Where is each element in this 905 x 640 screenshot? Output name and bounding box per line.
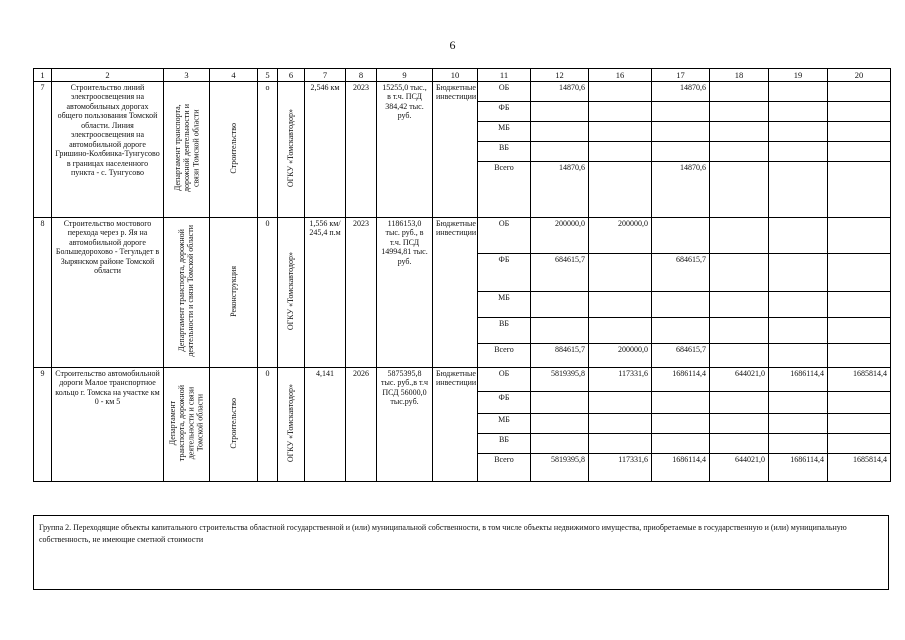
- amount-c17: [652, 434, 710, 454]
- amount-c19: [769, 318, 828, 344]
- amount-c20: [828, 162, 891, 218]
- responsible-department: [164, 368, 210, 482]
- capacity: 4,141: [305, 368, 346, 482]
- amount-c19: [769, 102, 828, 122]
- funding-source: ВБ: [478, 318, 531, 344]
- amount-c20: [828, 318, 891, 344]
- work-type: [210, 368, 258, 482]
- amount-c19: [769, 392, 828, 414]
- amount-c12: 684615,7: [531, 254, 589, 292]
- amount-c17: [652, 318, 710, 344]
- amount-c12: [531, 318, 589, 344]
- amount-c18: [710, 344, 769, 368]
- funding-source: ОБ: [478, 82, 531, 102]
- column-number: 3: [164, 69, 210, 82]
- customer: [278, 82, 305, 218]
- amount-c19: 1686114,4: [769, 368, 828, 392]
- amount-c18: [710, 434, 769, 454]
- column-number: 5: [258, 69, 278, 82]
- column-number-header: [34, 69, 891, 82]
- amount-c17: [652, 218, 710, 254]
- amount-c12: [531, 434, 589, 454]
- amount-c19: [769, 292, 828, 318]
- funding-source: ФБ: [478, 254, 531, 292]
- amount-c16: [589, 414, 652, 434]
- amount-c20: 1685814,4: [828, 368, 891, 392]
- completion-year: 2026: [346, 368, 377, 482]
- amount-c20: [828, 122, 891, 142]
- amount-c16: [589, 142, 652, 162]
- customer: [278, 218, 305, 368]
- amount-c12: [531, 292, 589, 318]
- amount-c19: [769, 434, 828, 454]
- amount-c19: [769, 414, 828, 434]
- column-number: 9: [377, 69, 433, 82]
- funding-source: ФБ: [478, 102, 531, 122]
- amount-c16: [589, 82, 652, 102]
- object-row: [34, 218, 891, 254]
- object-number: 8: [34, 218, 52, 368]
- customer: [278, 368, 305, 482]
- object-row: [34, 368, 891, 392]
- column-number: 16: [589, 69, 652, 82]
- amount-c20: [828, 254, 891, 292]
- responsible-department: [164, 218, 210, 368]
- amount-c18: [710, 318, 769, 344]
- amount-c12: [531, 414, 589, 434]
- amount-c18: [710, 102, 769, 122]
- column-number: 18: [710, 69, 769, 82]
- amount-c19: [769, 254, 828, 292]
- column-number: 8: [346, 69, 377, 82]
- object-type-code: о: [258, 82, 278, 218]
- funding-source: Всего: [478, 454, 531, 482]
- amount-c18: [710, 82, 769, 102]
- funding-source: МБ: [478, 414, 531, 434]
- amount-c16: [589, 122, 652, 142]
- amount-c16: 200000,0: [589, 344, 652, 368]
- amount-c17: [652, 142, 710, 162]
- work-type: [210, 82, 258, 218]
- investment-objects-table: [33, 68, 891, 482]
- column-number: 2: [52, 69, 164, 82]
- amount-c12: [531, 102, 589, 122]
- amount-c20: [828, 392, 891, 414]
- amount-c18: [710, 414, 769, 434]
- column-number: 6: [278, 69, 305, 82]
- amount-c18: [710, 142, 769, 162]
- object-row: [34, 82, 891, 102]
- amount-c12: [531, 392, 589, 414]
- amount-c20: [828, 414, 891, 434]
- object-name: Строительство линий электроосвещения на автомобильных дорогах общего пользования Томской области. Линия электроосвещения на автомобильной дороге Гришино-Колбинка-Тунгусово в границах населенного пункта - с. Тунгусово: [52, 82, 164, 218]
- funding-type: Бюджетные инвестиции: [433, 82, 478, 218]
- amount-c17: [652, 292, 710, 318]
- responsible-department-text: Департамент транспорта, дорожной деятельности и связи Томской области: [168, 385, 205, 462]
- customer-text: ОГКУ «Томскавтодор»: [286, 384, 296, 463]
- amount-c20: [828, 434, 891, 454]
- funding-type: Бюджетные инвестиции: [433, 368, 478, 482]
- amount-c12: 884615,7: [531, 344, 589, 368]
- column-number: 20: [828, 69, 891, 82]
- amount-c20: [828, 82, 891, 102]
- amount-c18: 644021,0: [710, 368, 769, 392]
- amount-c12: 5819395,8: [531, 454, 589, 482]
- amount-c16: 200000,0: [589, 218, 652, 254]
- amount-c12: 5819395,8: [531, 368, 589, 392]
- object-name: Строительство мостового перехода через р. Яя на автомобильной дороге Большедорохово - Тегульдет в Зырянском районе Томской области: [52, 218, 164, 368]
- estimated-cost: 5875395,8 тыс. руб.,в т.ч ПСД 56000,0 тыс.руб.: [377, 368, 433, 482]
- responsible-department: [164, 82, 210, 218]
- funding-source: МБ: [478, 122, 531, 142]
- amount-c16: [589, 392, 652, 414]
- amount-c16: 117331,6: [589, 454, 652, 482]
- amount-c17: 684615,7: [652, 344, 710, 368]
- amount-c12: 14870,6: [531, 162, 589, 218]
- amount-c20: [828, 218, 891, 254]
- page-number: 6: [449, 38, 456, 52]
- customer-text: ОГКУ «Томскавтодор»: [286, 252, 296, 331]
- amount-c19: [769, 122, 828, 142]
- amount-c18: [710, 122, 769, 142]
- amount-c17: [652, 414, 710, 434]
- work-type-text: Реконструкция: [228, 265, 238, 317]
- amount-c18: [710, 292, 769, 318]
- completion-year: 2023: [346, 218, 377, 368]
- amount-c17: 684615,7: [652, 254, 710, 292]
- amount-c17: 14870,6: [652, 82, 710, 102]
- capacity: 1,556 км/ 245,4 п.м: [305, 218, 346, 368]
- amount-c18: 644021,0: [710, 454, 769, 482]
- amount-c17: [652, 102, 710, 122]
- amount-c20: [828, 344, 891, 368]
- amount-c18: [710, 254, 769, 292]
- amount-c19: [769, 162, 828, 218]
- object-type-code: 0: [258, 218, 278, 368]
- funding-source: ОБ: [478, 218, 531, 254]
- amount-c16: [589, 292, 652, 318]
- amount-c17: [652, 122, 710, 142]
- funding-source: ВБ: [478, 434, 531, 454]
- funding-source: Всего: [478, 162, 531, 218]
- amount-c19: [769, 142, 828, 162]
- amount-c20: [828, 142, 891, 162]
- amount-c17: 1686114,4: [652, 368, 710, 392]
- amount-c16: 117331,6: [589, 368, 652, 392]
- amount-c17: [652, 392, 710, 414]
- amount-c20: [828, 292, 891, 318]
- funding-source: МБ: [478, 292, 531, 318]
- responsible-department-text: Департамент транспорта, дорожной деятельности и связи Томской области: [172, 104, 201, 193]
- column-number: 19: [769, 69, 828, 82]
- object-name: Строительство автомобильной дороги Малое транспортное кольцо г. Томска на участке км 0 - км 5: [52, 368, 164, 482]
- column-number: 7: [305, 69, 346, 82]
- amount-c12: 14870,6: [531, 82, 589, 102]
- group-note: Группа 2. Переходящие объекты капитального строительства областной государственной и (или) муниципальной собственности, в том числе объекты недвижимого имущества, приобретаемые в государственную и (или) муниципальную собственность, не имеющие сметной стоимости: [33, 515, 889, 590]
- completion-year: 2023: [346, 82, 377, 218]
- amount-c19: 1686114,4: [769, 454, 828, 482]
- amount-c18: [710, 392, 769, 414]
- amount-c17: 1686114,4: [652, 454, 710, 482]
- funding-source: ФБ: [478, 392, 531, 414]
- estimated-cost: 15255,0 тыс., в т.ч. ПСД 384,42 тыс. руб.: [377, 82, 433, 218]
- column-number: 17: [652, 69, 710, 82]
- customer-text: ОГКУ «Томскавтодор»: [286, 109, 296, 188]
- estimated-cost: 1186153,0 тыс. руб., в т.ч. ПСД 14994,81 тыс. руб.: [377, 218, 433, 368]
- amount-c20: [828, 102, 891, 122]
- column-number: 12: [531, 69, 589, 82]
- amount-c18: [710, 218, 769, 254]
- funding-type: Бюджетные инвестиции: [433, 218, 478, 368]
- work-type-text: Строительство: [228, 123, 238, 174]
- amount-c16: [589, 102, 652, 122]
- amount-c16: [589, 162, 652, 218]
- object-number: 9: [34, 368, 52, 482]
- column-number: 1: [34, 69, 52, 82]
- amount-c16: [589, 318, 652, 344]
- amount-c16: [589, 254, 652, 292]
- funding-source: ВБ: [478, 142, 531, 162]
- amount-c19: [769, 218, 828, 254]
- amount-c19: [769, 344, 828, 368]
- column-number: 4: [210, 69, 258, 82]
- amount-c17: 14870,6: [652, 162, 710, 218]
- responsible-department-text: Департамент транспорта, дорожной деятельности и связи Томской области: [177, 225, 196, 358]
- amount-c16: [589, 434, 652, 454]
- amount-c12: [531, 122, 589, 142]
- amount-c12: [531, 142, 589, 162]
- funding-source: Всего: [478, 344, 531, 368]
- amount-c12: 200000,0: [531, 218, 589, 254]
- funding-source: ОБ: [478, 368, 531, 392]
- amount-c19: [769, 82, 828, 102]
- work-type: [210, 218, 258, 368]
- object-type-code: 0: [258, 368, 278, 482]
- capacity: 2,546 км: [305, 82, 346, 218]
- amount-c18: [710, 162, 769, 218]
- amount-c20: 1685814,4: [828, 454, 891, 482]
- object-number: 7: [34, 82, 52, 218]
- column-number: 11: [478, 69, 531, 82]
- work-type-text: Строительство: [228, 398, 238, 449]
- column-number: 10: [433, 69, 478, 82]
